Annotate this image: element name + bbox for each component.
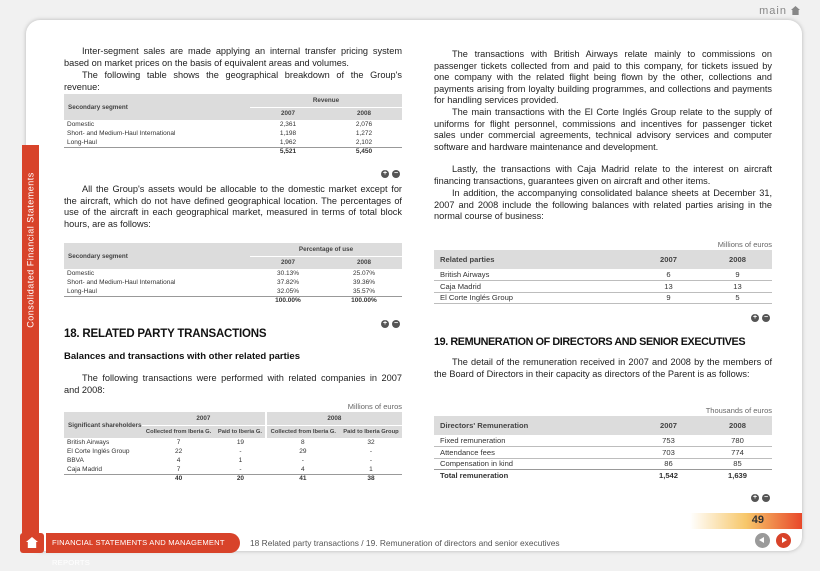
paragraph: Inter-segment sales are made applying an internal transfer pricing system based on market prices on the basis of equivalent areas and volumes. [64,46,402,68]
table-header: Related parties [434,250,634,269]
section-title: 18. RELATED PARTY TRANSACTIONS [64,328,267,340]
home-button[interactable] [20,533,44,553]
zoom-out-icon[interactable]: − [393,170,399,177]
table-total-row: 100.00% 100.00% [64,296,402,305]
previous-page-button[interactable] [755,533,770,548]
table-row: Long-Haul 32.05% 35.57% [67,287,376,295]
unit-label: Millions of euros [717,240,772,249]
table-row: Domestic 2,361 2,076 [67,121,373,128]
table-total-row: 5,521 5,450 [64,147,402,156]
table-header: Revenue [250,94,402,107]
table-header: Collected from Iberia G. [142,425,215,438]
section-title: 19. REMUNERATION OF DIRECTORS AND SENIOR EXECUTIVES [434,336,746,348]
table-row: Caja Madrid 13 13 [434,281,772,293]
related-parties-table [434,250,772,304]
table-header: 2007 [250,107,326,120]
zoom-in-icon[interactable]: + [752,314,758,321]
table-total-row: Total remuneration 1,542 1,639 [434,470,772,482]
table-total-row: 40 20 41 38 [64,474,402,483]
main-link[interactable] [759,5,800,17]
zoom-in-icon[interactable]: + [382,320,388,327]
table-header: Secondary segment [64,94,250,120]
zoom-in-icon[interactable]: + [752,494,758,501]
table-row: Short- and Medium-Haul International 37.82% 39.36% [67,279,376,286]
zoom-controls [751,494,770,502]
paragraph: Lastly, the transactions with Caja Madrid relate to the interest on aircraft financing transactions, guarantees given on aircraft and other items. [434,164,772,186]
table-row: BBVA 4 1 - - [67,457,373,464]
usage-table [64,243,402,305]
table-header: Secondary segment [64,243,250,269]
section-subtitle: Balances and transactions with other related parties [64,351,300,362]
table-header: Paid to Iberia G. [215,425,266,438]
table-header: 2007 [250,256,326,269]
table-header: Significant shareholders [64,412,142,438]
paragraph: The transactions with British Airways relate mainly to commissions on passenger tickets collected from and paid to this company, for tickets issued by one company with the related flight being flown by the other, collections and payments arising from loyalty building programmes, and collections and payments for handling services provided. [434,49,772,106]
next-page-button[interactable] [776,533,791,548]
paragraph: In addition, the accompanying consolidated balance sheets at December 31, 2007 and 2008 include the following balances with related parties arising in the normal course of business: [434,188,772,222]
zoom-controls [381,320,400,328]
paragraph: The main transactions with the El Corte Inglés Group relate to the supply of uniforms for flight personnel, commissions and incentives for passenger ticket sales under commercial agreements, technical advisory services and computer software and hardware maintenance and development. [434,107,772,152]
arrow-left-icon [759,537,764,543]
table-row: Short- and Medium-Haul International 1,198 1,272 [67,130,373,137]
paragraph: All the Group's assets would be allocable to the domestic market except for the aircraft, which do not have defined geographical location. The percentages of use of the aircraft in each geographical market, measured in terms of total block hours, are as follows: [64,184,402,229]
page-number: 49 [751,514,764,526]
table-row: Attendance fees 703 774 [434,447,772,459]
table-header: Paid to Iberia Group [340,425,402,438]
table-header: 2008 [703,250,772,269]
table-row: El Corte Inglés Group 9 5 [434,292,772,304]
table-row: El Corte Inglés Group 22 - 29 - [67,448,373,455]
zoom-out-icon[interactable]: − [763,314,769,321]
directors-remuneration-table [434,416,772,481]
table-row: British Airways 7 19 8 32 [67,439,375,446]
table-header: Percentage of use [250,243,402,256]
table-header: 2008 [326,256,402,269]
zoom-out-icon[interactable]: − [393,320,399,327]
table-header: 2008 [703,416,772,435]
home-icon [791,6,800,15]
paragraph: The following table shows the geographical breakdown of the Group's revenue: [64,70,402,92]
paragraph: The detail of the remuneration received in 2007 and 2008 by the members of the Board of Directors in their capacity as directors of the Parent is as follows: [434,357,772,379]
arrow-right-icon [782,537,787,543]
table-header: Collected from Iberia G. [266,425,340,438]
table-row: Domestic 30.13% 25.07% [67,270,376,277]
unit-label: Millions of euros [347,402,402,411]
zoom-out-icon[interactable]: − [763,494,769,501]
revenue-table [64,94,402,156]
zoom-in-icon[interactable]: + [382,170,388,177]
page-number-badge [690,513,802,529]
table-row: Long-Haul 1,962 2,102 [67,138,373,146]
home-icon [26,537,38,548]
shareholders-table [64,412,402,483]
table-header: 2007 [142,412,266,425]
table-header: 2008 [326,107,402,120]
table-row: British Airways 6 9 [434,269,772,281]
document-page [26,20,802,551]
unit-label: Thousands of euros [705,406,772,415]
main-link-label: main [759,5,787,17]
table-header: 2007 [634,250,703,269]
table-header: Directors' Remuneration [434,416,634,435]
table-row: Compensation in kind 86 85 [434,458,772,470]
footer-section-title[interactable]: FINANCIAL STATEMENTS AND MANAGEMENT REPORTS [46,533,240,553]
table-row: Fixed remuneration 753 780 [434,435,772,447]
paragraph: The following transactions were performed with related companies in 2007 and 2008: [64,373,402,395]
table-row: Caja Madrid 7 - 4 1 [67,465,373,473]
table-header: 2008 [266,412,402,425]
zoom-controls [751,314,770,322]
sidebar-tab[interactable] [22,145,39,537]
zoom-controls [381,170,400,178]
breadcrumb: 18 Related party transactions / 19. Remuneration of directors and senior executives [250,538,560,548]
sidebar-tab-label: Consolidated Financial Statements [25,172,36,328]
table-header: 2007 [634,416,703,435]
